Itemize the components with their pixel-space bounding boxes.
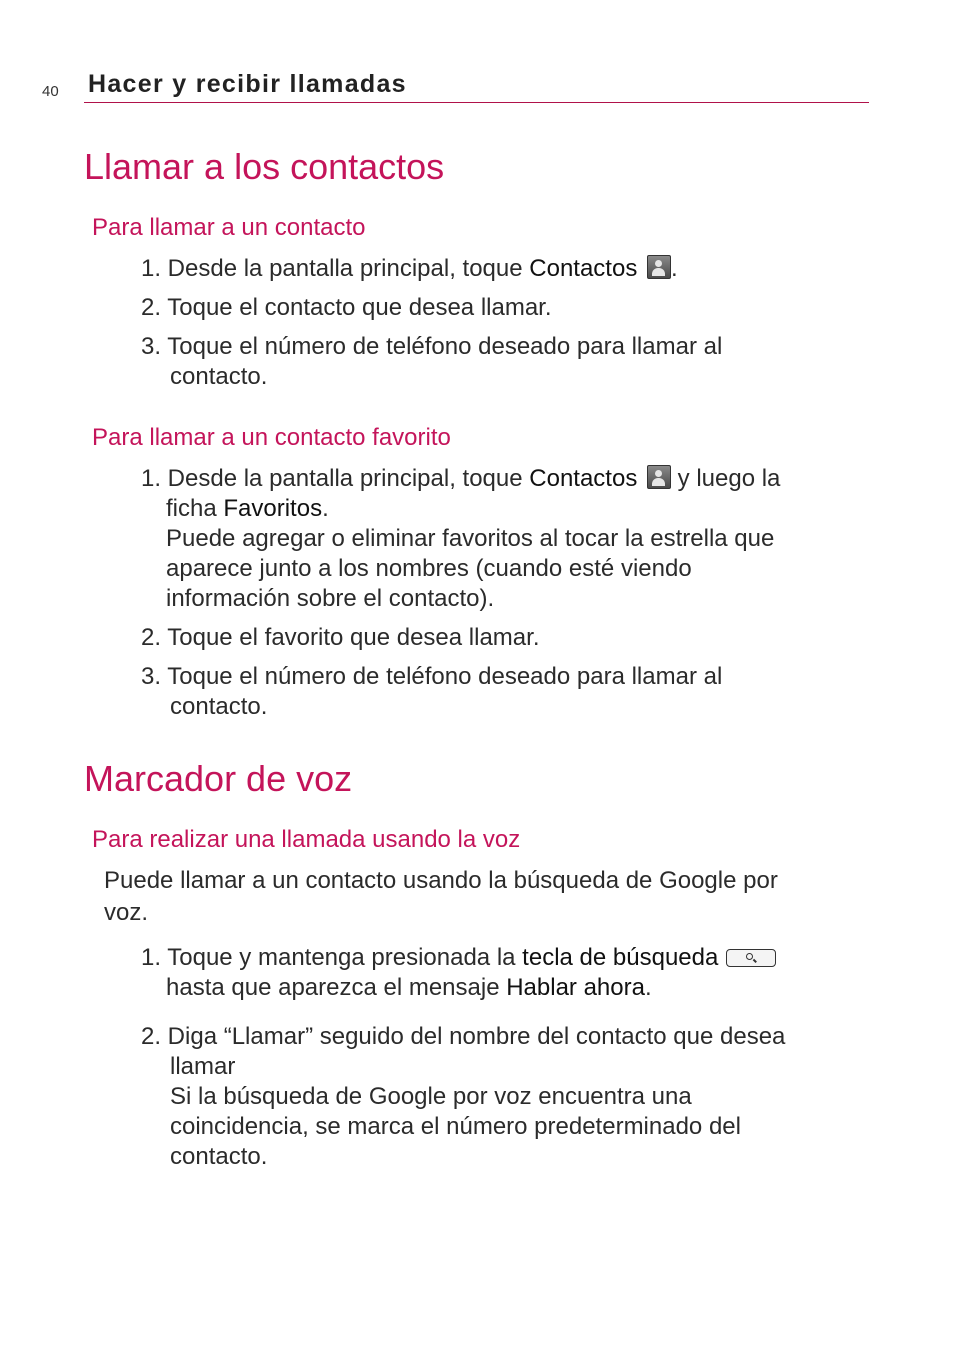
section-title-marcador-voz: Marcador de voz (84, 758, 353, 799)
fav-note-line-1: Puede agregar o eliminar favoritos al tocar la estrella que (166, 525, 775, 552)
voice-note-line-2: coincidencia, se marca el número predeterminado del (170, 1113, 741, 1140)
page-number: 40 (42, 83, 59, 100)
voice-step-2-cont: llamar (170, 1053, 236, 1080)
search-key-icon (726, 949, 776, 967)
search-key-label: tecla de búsqueda (522, 944, 719, 971)
step-3-cont: contacto. (170, 363, 268, 390)
speak-now-label: Hablar ahora (506, 974, 645, 1001)
header-divider (84, 102, 869, 103)
fav-step-3: 3. Toque el número de teléfono deseado para llamar al (141, 663, 723, 690)
running-header: Hacer y recibir llamadas (88, 70, 407, 98)
fav-note-line-3: información sobre el contacto). (166, 585, 495, 612)
contacts-label: Contactos (529, 255, 638, 282)
fav-step-2: 2. Toque el favorito que desea llamar. (141, 624, 540, 651)
step-2: 2. Toque el contacto que desea llamar. (141, 294, 552, 321)
contacts-icon (647, 465, 671, 489)
contacts-icon (647, 255, 671, 279)
subsection-title-contacto-favorito: Para llamar a un contacto favorito (92, 424, 451, 451)
subsection-title-llamar-contacto: Para llamar a un contacto (92, 214, 366, 241)
voice-note-line-3: contacto. (170, 1143, 268, 1170)
subsection-title-llamada-voz: Para realizar una llamada usando la voz (92, 826, 521, 853)
voice-step-1: 1. Toque y mantenga presionada la tecla de búsqueda (141, 943, 776, 973)
favorites-label: Favoritos (223, 495, 323, 522)
voice-step-1-cont: hasta que aparezca el mensaje Hablar ahora. (166, 974, 652, 1001)
contacts-label: Contactos (529, 465, 638, 492)
voice-step-2: 2. Diga “Llamar” seguido del nombre del contacto que desea (141, 1023, 786, 1050)
step-1: 1. Desde la pantalla principal, toque Contactos . (141, 255, 678, 282)
fav-step-3-cont: contacto. (170, 693, 268, 720)
voice-intro-line-1: Puede llamar a un contacto usando la búsqueda de Google por (104, 867, 778, 894)
fav-note-line-2: aparece junto a los nombres (cuando esté viendo (166, 555, 692, 582)
voice-note-line-1: Si la búsqueda de Google por voz encuentra una (170, 1083, 692, 1110)
section-title-llamar-contactos: Llamar a los contactos (84, 146, 445, 187)
voice-intro-line-2: voz. (104, 899, 149, 926)
step-3: 3. Toque el número de teléfono deseado para llamar al (141, 333, 723, 360)
fav-step-1-cont: ficha Favoritos. (166, 495, 329, 522)
fav-step-1: 1. Desde la pantalla principal, toque Contactos y luego la (141, 465, 781, 492)
